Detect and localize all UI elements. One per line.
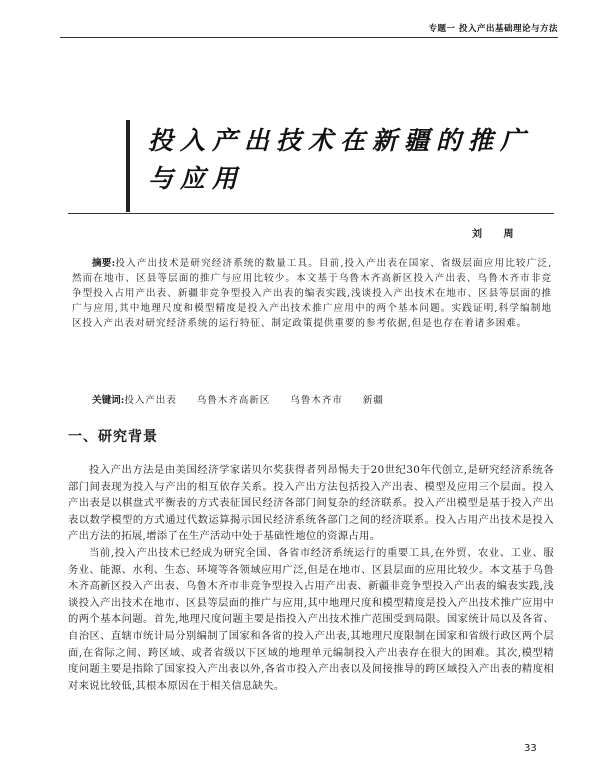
article-title: 投入产出技术在新疆的推广与应用 <box>148 126 533 193</box>
body-paragraph: 投入产出方法是由美国经济学家诺贝尔奖获得者列昂惕夫于20世纪30年代创立,是研究经济系统各部门间表现为投入与产出的相互依存关系。投入产出方法包括投入产出表、模型及应用三个层面。投入产出表是以棋盘式平衡表的方式表征国民经济各部门间复杂的经济联系。投入产出模型是基于投入产出表以数学模型的方式通过代数运算揭示国民经济系统各部门之间的经济联系。投入占用产出技术是投入产出方法的拓展,增添了在生产活动中处于基础性地位的资源占用。 <box>68 464 554 543</box>
keywords <box>92 392 552 406</box>
header-rule <box>60 37 558 38</box>
abstract-label: 摘要: <box>92 258 116 269</box>
page-number: 33 <box>524 743 537 754</box>
keyword: 乌鲁木齐高新区 <box>196 395 271 406</box>
abstract <box>72 256 552 331</box>
title-accent-bar <box>126 120 130 212</box>
abstract-text: 投入产出技术是研究经济系统的数量工具。目前,投入产出表在国家、省级层面应用比较广泛,然而在地市、区县等层面的推广与应用比较少。本文基于乌鲁木齐高新区投入产出表、乌鲁木齐市非竞争型投入占用产出表、新疆非竞争型投入产出表的编表实践,浅谈投入产出技术在地市、区县等层面的推广与应用,其中地理尺度和模型精度是投入产出技术推广应用中的两个基本问题。实践证明,科学编制地区投入产出表对研究经济系统的运行特征、制定政策提供重要的参考依据,但是也存在着诸多困难。 <box>72 258 552 329</box>
section-heading: 一、研究背景 <box>68 429 158 445</box>
body-text <box>68 462 554 694</box>
title-block <box>68 112 548 212</box>
keyword: 新疆 <box>362 395 384 406</box>
running-header: 专题一 投入产出基础理论与方法 <box>428 24 558 34</box>
keyword: 乌鲁木齐市 <box>290 395 343 406</box>
keyword: 投入产出表 <box>124 395 177 406</box>
body-paragraph: 当前,投入产出技术已经成为研究全国、各省市经济系统运行的重要工具,在外贸、农业、工业、服务业、能源、水利、生态、环境等各领域应用广泛,但是在地市、区县层面的应用比较少。本文基于乌鲁木齐高新区投入产出表、乌鲁木齐市非竞争型投入占用产出表、新疆非竞争型投入产出表的编表实践,浅谈投入产出技术在地市、区县等层面的推广与应用,其中地理尺度和模型精度是投入产出技术推广应用中的两个基本问题。首先,地理尺度问题主要是指投入产出技术推广范围受到局限。国家统计局以及各省、自治区、直辖市统计局分别编制了国家和各省的投入产出表,其地理尺度限制在国家和省级行政区两个层面,在省际之间、跨区域、或者省级以下区域的地理单元编制投入产出表存在很大的困难。其次,模型精度问题主要是指除了国家投入产出表以外,各省市投入产出表以及间接推导的跨区域投入产出表的精度相对来说比较低,其根本原因在于相关信息缺失。 <box>68 546 554 692</box>
keywords-label: 关键词: <box>92 395 125 406</box>
title-rule <box>68 213 554 214</box>
author-name: 刘 周 <box>472 229 523 240</box>
